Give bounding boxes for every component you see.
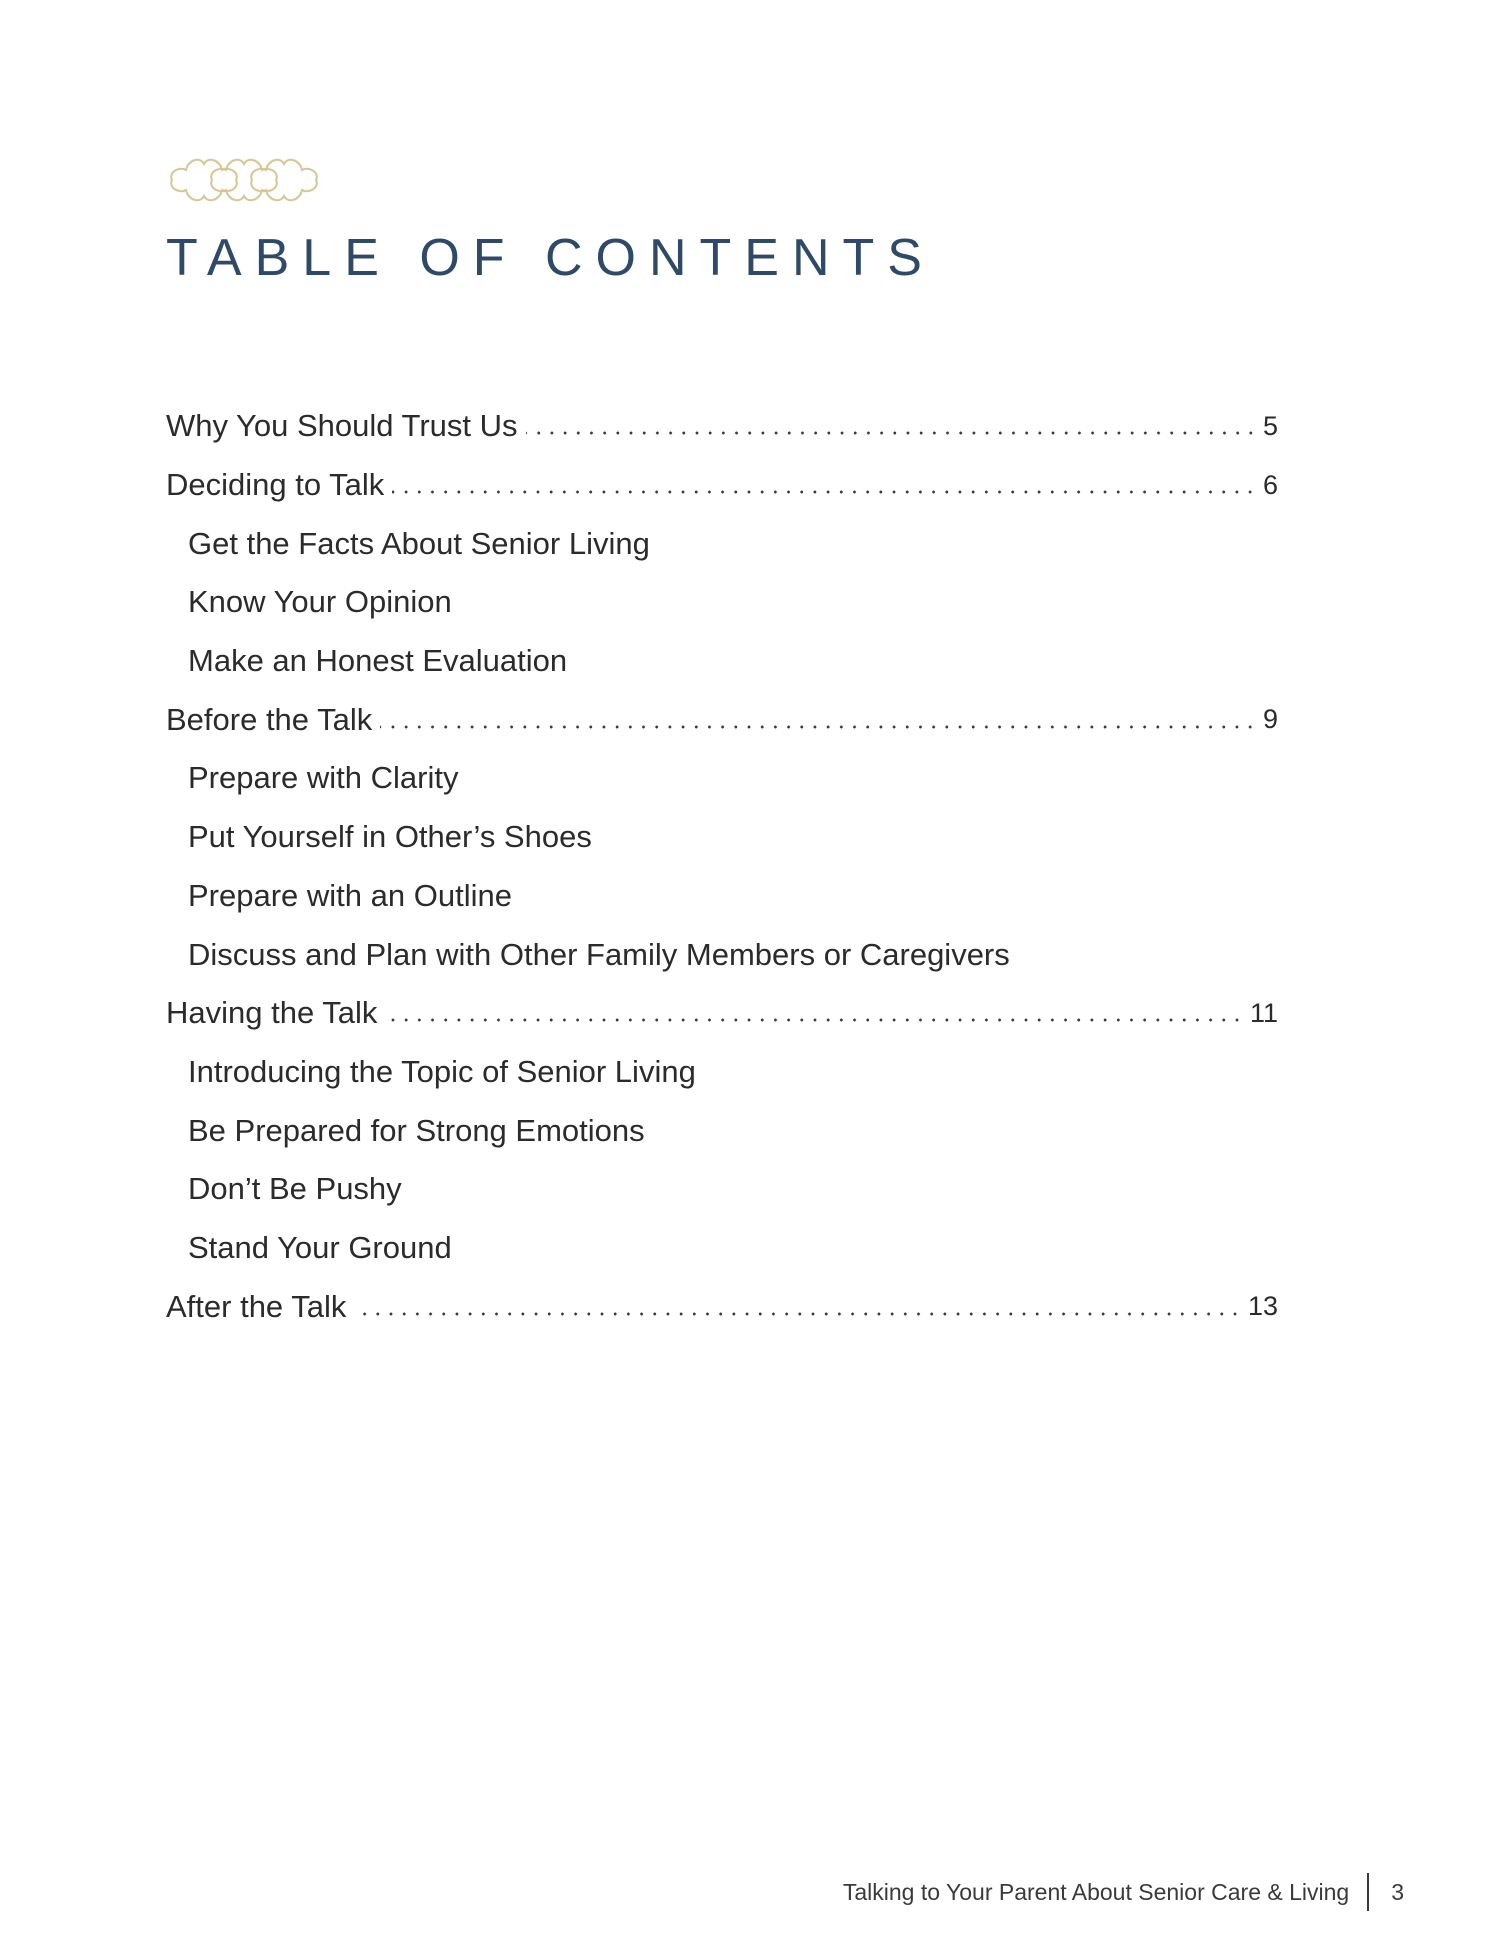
dot-leader [380, 724, 1257, 730]
toc-subentry-know-your-opinion[interactable] [166, 573, 1278, 632]
dot-leader [392, 489, 1257, 495]
toc-entry-page: 13 [1247, 1291, 1278, 1322]
toc-subentry-stand-your-ground[interactable] [166, 1219, 1278, 1278]
toc-subentry-label: Get the Facts About Senior Living [188, 525, 650, 561]
toc-subentry-label: Introducing the Topic of Senior Living [188, 1053, 696, 1089]
toc-subentry-label: Put Yourself in Other’s Shoes [188, 819, 592, 855]
footer-page-number: 3 [1391, 1878, 1404, 1905]
toc-subentry-discuss-and-plan[interactable] [166, 925, 1278, 984]
toc-subentry-others-shoes[interactable] [166, 808, 1278, 867]
dot-leader [526, 430, 1257, 436]
toc-entry-before-the-talk[interactable] [166, 690, 1278, 749]
toc-subentry-label: Know Your Opinion [188, 584, 452, 620]
toc-entry-after-the-talk[interactable] [166, 1277, 1278, 1336]
toc-subentry-dont-be-pushy[interactable] [166, 1160, 1278, 1219]
toc-entry-page: 6 [1262, 469, 1278, 500]
footer-divider [1367, 1873, 1369, 1911]
page-footer [843, 1872, 1404, 1912]
toc-subentry-label: Prepare with Clarity [188, 760, 459, 796]
toc-subentry-label: Make an Honest Evaluation [188, 643, 568, 679]
page-title: TABLE OF CONTENTS [166, 229, 935, 287]
toc-subentry-prepare-with-clarity[interactable] [166, 749, 1278, 808]
toc-entry-why-trust-us[interactable] [166, 397, 1278, 456]
dot-leader [385, 1017, 1244, 1023]
toc-entry-page: 9 [1262, 704, 1278, 735]
toc-entry-page: 11 [1249, 997, 1278, 1028]
toc-subentry-prepare-outline[interactable] [166, 867, 1278, 926]
footer-document-title: Talking to Your Parent About Senior Care & Living [842, 1878, 1350, 1905]
toc-entry-deciding-to-talk[interactable] [166, 456, 1278, 515]
table-of-contents [166, 397, 1278, 1336]
toc-subentry-introducing-topic[interactable] [166, 1043, 1278, 1102]
toc-subentry-label: Prepare with an Outline [188, 877, 512, 913]
toc-entry-label: After the Talk [166, 1288, 347, 1324]
quatrefoil-ornament-icon [166, 150, 326, 208]
toc-entry-having-the-talk[interactable] [166, 984, 1278, 1043]
toc-subentry-label: Stand Your Ground [188, 1229, 452, 1265]
toc-entry-label: Before the Talk [166, 701, 373, 737]
dot-leader [354, 1311, 1242, 1317]
toc-subentry-label: Be Prepared for Strong Emotions [188, 1112, 645, 1148]
toc-subentry-strong-emotions[interactable] [166, 1101, 1278, 1160]
toc-subentry-label: Discuss and Plan with Other Family Members or Caregivers [188, 936, 1010, 972]
toc-subentry-label: Don’t Be Pushy [188, 1171, 402, 1207]
toc-subentry-honest-evaluation[interactable] [166, 632, 1278, 691]
toc-subentry-get-the-facts[interactable] [166, 514, 1278, 573]
toc-entry-label: Why You Should Trust Us [166, 408, 518, 444]
toc-entry-label: Having the Talk [166, 995, 378, 1031]
toc-entry-page: 5 [1262, 410, 1278, 441]
toc-entry-label: Deciding to Talk [166, 467, 385, 503]
